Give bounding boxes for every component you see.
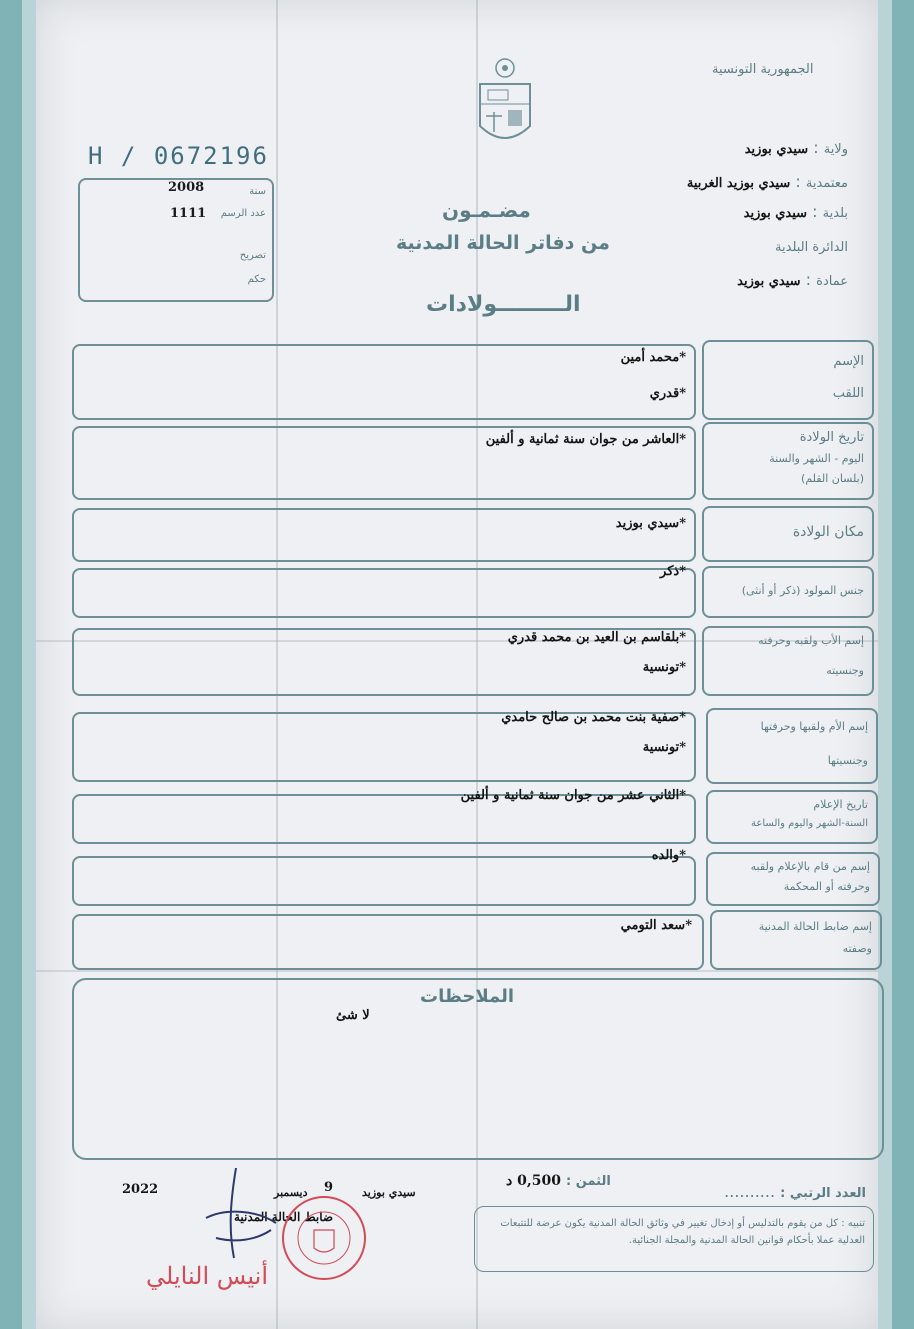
serial-order-line (724, 1182, 866, 1201)
label-box-birth-place (702, 506, 874, 562)
serial-order-label: العدد الرتبي : (780, 1186, 866, 1201)
value-birth-place: سيدي بوزيد* (615, 516, 686, 531)
label-sex: جنس المولود (ذكر أو أنثى) (741, 584, 864, 597)
label-mother-nationality: وجنسيتها (827, 754, 868, 767)
signature (176, 1168, 296, 1272)
price-line (506, 1170, 611, 1189)
value-declarant: والده* (651, 848, 686, 863)
value-box-officer (72, 914, 704, 970)
doc-title-births: الـــــــــولادات (426, 292, 581, 317)
price-label: الثمن : (566, 1174, 611, 1189)
value-mother-nationality: تونسية* (642, 740, 686, 755)
officer-title: ضابط الحالة المدنية (234, 1210, 334, 1224)
imada-value: سيدي بوزيد (737, 274, 801, 289)
label-box-declarant (706, 852, 880, 906)
serial-value: 0672196 (153, 142, 269, 170)
reg-number-label: عدد الرسم (220, 208, 266, 219)
value-box-declarant (72, 848, 696, 906)
doc-title-line2: من دفاتر الحالة المدنية (396, 232, 610, 254)
state-value: سيدي بوزيد (744, 142, 809, 157)
reg-year: 2008 (168, 180, 205, 195)
state-line: ولاية : سيدي بوزيد (744, 138, 848, 157)
republic-title: الجمهورية التونسية (712, 62, 814, 77)
serial-order-dots: .......... (724, 1182, 776, 1201)
label-birth-place: مكان الولادة (792, 524, 864, 540)
municipality-value: سيدي بوزيد (743, 206, 808, 221)
value-box-father (72, 628, 696, 696)
registration-box (78, 178, 274, 302)
coat-of-arms-icon (474, 56, 536, 156)
state-label: ولاية (823, 142, 848, 157)
reg-number: 1111 (170, 206, 207, 221)
judgment-label: حكم (247, 274, 266, 285)
value-first-name: محمد أمين* (620, 350, 686, 365)
label-box-declaration-date (706, 790, 878, 844)
price-value: 0,500 د (506, 1173, 561, 1189)
notice-text: تنبيه : كل من يقوم بالتدليس أو إدخال تغيير في وثائق الحالة المدنية يكون عرضة للتتبعات العدلية عملا بأحكام قوانين الحالة المدنية والمجلة الجنائية. (500, 1218, 865, 1246)
value-sex: ذكر* (660, 564, 686, 579)
label-father-nationality: وجنسيته (826, 664, 864, 677)
label-birth-date-sub: اليوم - الشهر والسنة (769, 452, 864, 465)
place: سيدي بوزيد (362, 1186, 416, 1199)
label-box-mother (706, 708, 878, 784)
officer-name: أنيس النايلي (146, 1262, 268, 1290)
date-month: ديسمبر (274, 1186, 308, 1199)
stamp-emblem-icon (294, 1208, 354, 1268)
label-declarant-sub: وحرفته أو المحكمة (783, 880, 870, 893)
delegation-value: سيدي بوزيد الغربية (686, 176, 791, 191)
label-first-name: الإسم (833, 354, 864, 369)
fold-line (36, 970, 878, 972)
delegation-line: معتمدية : سيدي بوزيد الغربية (686, 172, 848, 191)
label-surname: اللقب (832, 386, 864, 401)
reg-year-label: سنة (249, 186, 266, 197)
municipality-line: بلدية : سيدي بوزيد (743, 202, 848, 221)
date-year: 2022 (122, 1182, 159, 1197)
remarks-value: لا شئ (336, 1008, 370, 1023)
value-box-name (72, 344, 696, 420)
label-box-father (702, 626, 874, 696)
value-surname: قدري* (649, 386, 686, 401)
district-label: الدائرة البلدية (775, 240, 848, 255)
label-officer: إسم ضابط الحالة المدنية (758, 920, 872, 933)
delegation-label: معتمدية (805, 176, 848, 191)
value-officer: سعد التومي* (620, 918, 692, 933)
doc-title-line1: مضـمـون (442, 198, 531, 222)
municipality-label: بلدية (822, 206, 848, 221)
declaration-label: تصريح (239, 250, 266, 261)
certificate-paper (22, 0, 892, 1329)
serial-number (88, 142, 269, 170)
value-box-sex (72, 564, 696, 618)
label-declaration-date: تاريخ الإعلام (813, 798, 868, 811)
value-box-birth-date (72, 426, 696, 500)
date-day: 9 (324, 1180, 334, 1195)
value-father-nationality: تونسية* (642, 660, 686, 675)
value-father: بلقاسم بن العيد بن محمد قدري* (507, 630, 686, 645)
serial-prefix: H / (88, 142, 138, 170)
value-box-mother (72, 712, 696, 782)
label-box-birth-date (702, 422, 874, 500)
label-officer-sub: وصفته (842, 942, 872, 955)
label-declaration-date-sub: السنة-الشهر واليوم والساعة (751, 818, 868, 829)
remarks-label: الملاحظات (420, 986, 515, 1007)
label-mother: إسم الأم ولقبها وحرفتها (760, 720, 868, 733)
value-box-birth-place (72, 508, 696, 562)
value-box-declaration-date (72, 788, 696, 844)
remarks-box (72, 978, 884, 1160)
value-declaration-date: الثاني عشر من جوان سنة ثمانية و ألفين* (460, 788, 686, 803)
label-box-sex (702, 566, 874, 618)
label-birth-date: تاريخ الولادة (799, 430, 864, 445)
imada-line: عمادة : سيدي بوزيد (737, 270, 848, 289)
label-father: إسم الأب ولقبه وحرفته (758, 634, 864, 647)
label-declarant: إسم من قام بالإعلام ولقبه (750, 860, 870, 873)
value-birth-date: العاشر من جوان سنة ثمانية و ألفين* (485, 432, 686, 447)
label-birth-date-note: (بلسان القلم) (801, 472, 864, 485)
imada-label: عمادة (816, 274, 848, 289)
notice-box (474, 1206, 874, 1272)
label-box-name (702, 340, 874, 420)
value-mother: صفية بنت محمد بن صالح حامدي* (501, 710, 686, 725)
label-box-officer (710, 910, 882, 970)
